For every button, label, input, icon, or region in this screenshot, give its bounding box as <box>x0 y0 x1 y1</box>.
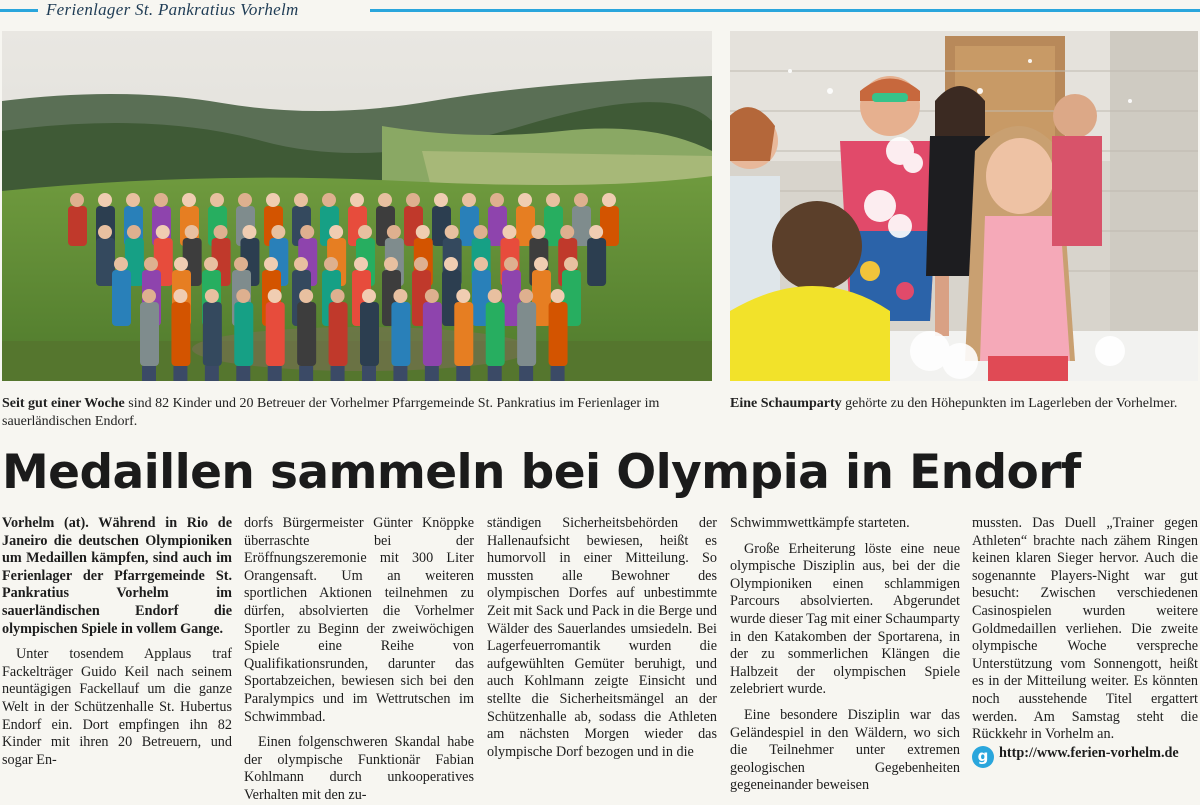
article-lead: Vorhelm (at). Während in Rio de Janeiro die deutschen Olympioniken um Medaillen kämpfen, sind auch im Ferienlager der Pfarrgemeinde St. Pankratius Vorhelm im sauerländischen Endorf die olympischen Spiele in vollem Gange. <box>2 515 232 637</box>
article-column-2 <box>244 515 474 805</box>
section-header <box>0 0 1200 22</box>
article-headline: Medaillen sammeln bei Olympia in Endorf <box>2 445 1081 500</box>
article-column-4 <box>730 515 960 795</box>
foam-party-photo <box>730 31 1198 381</box>
photo-caption-right <box>730 395 1198 413</box>
header-rule-left <box>0 9 38 12</box>
group-photo <box>2 31 712 381</box>
article-paragraph: Einen folgenschweren Skandal habe der olympische Funktionär Fabian Kohlmann durch unkooperatives Verhalten mit den zu- <box>244 734 474 803</box>
article-paragraph: mussten. Das Duell „Trainer gegen Athleten“ brachte nach zähem Ringen keinen klaren Sieger hervor. Auch die sogenannte Players-Night war gut besucht: Zwischen verschiedenen Casinospielen wurden weitere Goldmedaillen verliehen. Die zweite olympische Woche verspreche Unterstützung vom Sonnengott, heißt es in der Mitteilung weiter. Es könnten noch ausstehende Titel ergattert werden. Am Samstag steht die Rückkehr in Vorhelm an. <box>972 515 1198 743</box>
article-paragraph: Unter tosendem Applaus traf Fackelträger Guido Keil nach seinem neuntägigen Fackellauf um die ganze Welt in der Schützenhalle St. Hubertus Endorf ein. Dort empfingen ihn 82 Kinder mit ihren 20 Betreuern, und sogar En- <box>2 646 232 768</box>
web-link[interactable]: http://www.ferien-vorhelm.de <box>999 744 1179 761</box>
article-paragraph: Schwimmwettkämpfe starteten. <box>730 515 910 531</box>
article-column-5 <box>972 515 1198 768</box>
article-column-3 <box>487 515 717 761</box>
article-paragraph: Eine besondere Disziplin war das Geländespiel in den Wäldern, wo sich die Teilnehmer unter extremen geologischen Gegebenheiten gegeneinander beweisen <box>730 706 960 794</box>
article-body <box>0 515 1200 803</box>
web-link-line <box>972 745 1198 768</box>
article-column-1 <box>2 515 232 769</box>
caption-right-lead: Eine Schaumparty <box>730 396 842 411</box>
article-paragraph: Große Erheiterung löste eine neue olympische Disziplin aus, bei der die Olympioniken einen schlammigen Parcours absolvierten. Abgerundet wurde dieser Tag mit einer Schaumparty in den Katakomben der Sportarena, in der zu sommerlichen Klängen die Halbzeit der olympischen Spiele zelebriert wurde. <box>730 540 961 698</box>
article-paragraph: ständigen Sicherheitsbehörden der Hallenaufsicht bewiesen, heißt es humorvoll in einer Mitteilung. So mussten alle Bewohner des olympischen Dorfes auf unbestimmte Zeit mit Sack und Pack in die Berge und Wälder des Sauerlandes umsiedeln. Bei Lagerfeuerromantik wurden die aufgewühlten Gemüter beruhigt, und auch Kohlmann zeigte Einsicht und stellte die Sicherheitsmängel an der Schützenhalle ab, sodass die Athleten am nächsten Morgen wieder das olympische Dorf bezogen und in die <box>487 515 717 760</box>
caption-left-lead: Seit gut einer Woche <box>2 396 125 411</box>
photo-caption-left <box>2 395 712 430</box>
header-rule-right <box>370 9 1200 12</box>
caption-left-text: sind 82 Kinder und 20 Betreuer der Vorhelmer Pfarrgemeinde St. Pankratius im Ferienlager im sauerländischen Endorf. <box>2 396 660 429</box>
caption-right-text: gehörte zu den Höhepunkten im Lagerleben der Vorhelmer. <box>841 396 1178 411</box>
section-kicker: Ferienlager St. Pankratius Vorhelm <box>46 0 299 19</box>
article-paragraph: dorfs Bürgermeister Günter Knöppke überraschte bei der Eröffnungszeremonie mit 300 Liter Orangensaft. Um an weiteren sportlichen Aktionen teilnehmen zu dürfen, absolvierten die Vorhelmer Sportler zu Beginn der zweiwöchigen Spiele eine Reihe von Qualifikationsrunden, darunter das Sportabzeichen, bewiesen sich bei den Paralympics und im Wettrutschen im Schwimmbad. <box>244 515 474 725</box>
web-link-icon: g <box>972 746 994 768</box>
